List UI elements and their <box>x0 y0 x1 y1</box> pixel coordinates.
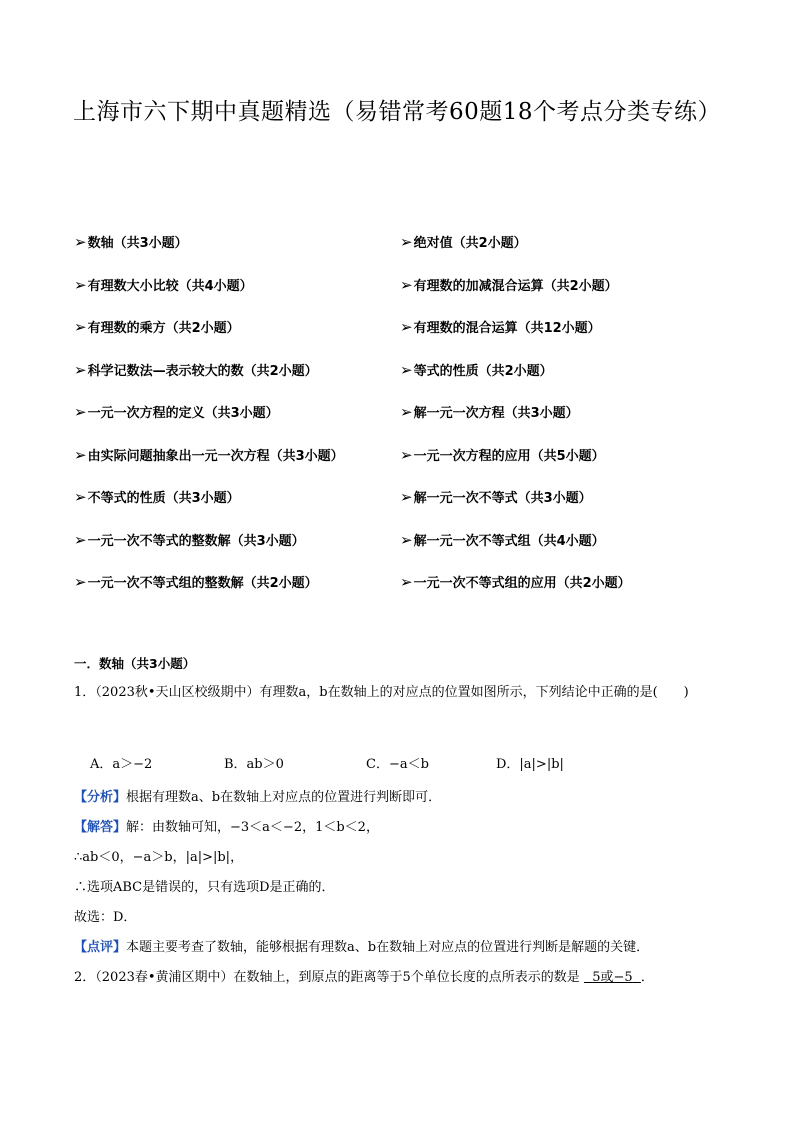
arrow-bullet-icon: ➢ <box>74 445 87 464</box>
toc-item <box>400 232 527 251</box>
arrow-bullet-icon: ➢ <box>74 360 87 379</box>
option-c: C．−a＜b <box>366 757 429 772</box>
toc-row <box>74 530 734 573</box>
solution-line: ∴选项ABC是错误的，只有选项D是正确的． <box>74 880 335 895</box>
toc-item <box>400 360 553 379</box>
toc-row <box>74 445 734 488</box>
toc-label: 数轴（共3小题） <box>87 236 188 251</box>
solution-line: 解：由数轴可知，−3＜a＜−2，1＜b＜2， <box>126 820 379 835</box>
option-b: B．ab＞0 <box>224 757 284 772</box>
question-1-options <box>74 755 724 783</box>
arrow-bullet-icon: ➢ <box>400 233 413 251</box>
toc-item <box>74 530 305 549</box>
toc-label: 绝对值（共2小题） <box>413 236 527 251</box>
toc-item <box>74 445 344 464</box>
toc-label: 由实际问题抽象出一元一次方程（共3小题） <box>87 448 344 464</box>
analysis-text: 根据有理数a、b在数轴上对应点的位置进行判断即可． <box>126 790 442 805</box>
arrow-bullet-icon: ➢ <box>400 445 413 464</box>
toc-item <box>74 572 318 591</box>
arrow-bullet-icon: ➢ <box>400 403 413 421</box>
toc-item <box>400 275 618 294</box>
solution-line: ∴ab＜0，−a＞b，|a|>|b|， <box>74 850 244 865</box>
section-content <box>74 654 724 993</box>
toc-item <box>74 402 279 421</box>
toc-label: 一元一次不等式组的应用（共2小题） <box>413 576 631 591</box>
toc-label: 科学记数法—表示较大的数（共2小题） <box>87 363 318 379</box>
toc-row <box>74 360 734 403</box>
toc-label: 有理数大小比较（共4小题） <box>87 278 253 294</box>
toc-label: 解一元一次方程（共3小题） <box>413 406 579 421</box>
topic-index <box>74 232 734 615</box>
toc-label: 有理数的乘方（共2小题） <box>87 321 240 336</box>
option-d: D．|a|>|b| <box>496 757 564 772</box>
arrow-bullet-icon: ➢ <box>400 530 413 549</box>
toc-label: 一元一次方程的定义（共3小题） <box>87 406 279 421</box>
toc-row <box>74 317 734 360</box>
arrow-bullet-icon: ➢ <box>400 573 413 591</box>
toc-row <box>74 402 734 445</box>
toc-label: 不等式的性质（共3小题） <box>87 491 240 506</box>
toc-item <box>400 487 592 506</box>
solution-line: 故选：D． <box>74 910 137 925</box>
analysis-tag: 【分析】 <box>74 790 127 805</box>
toc-item <box>400 572 631 591</box>
toc-label: 解一元一次不等式组（共4小题） <box>413 533 605 549</box>
arrow-bullet-icon: ➢ <box>74 530 87 549</box>
solution-tag: 【解答】 <box>74 820 127 835</box>
question-1-stem: 1．（2023秋•天山区校级期中）有理数a，b在数轴上的对应点的位置如图所示，下列结论中正确的是( ) <box>74 685 689 700</box>
question-2-stem: 2．（2023春•黄浦区期中）在数轴上，到原点的距离等于5个单位长度的点所表示的数是 <box>74 970 580 985</box>
toc-label: 一元一次方程的应用（共5小题） <box>413 448 605 464</box>
answer-text: 5或−5 <box>592 970 633 985</box>
arrow-bullet-icon: ➢ <box>74 488 87 506</box>
toc-row <box>74 275 734 318</box>
toc-item <box>74 487 240 506</box>
toc-item <box>74 317 240 336</box>
arrow-bullet-icon: ➢ <box>74 233 87 251</box>
toc-item <box>400 317 601 336</box>
toc-item <box>400 402 579 421</box>
toc-label: 解一元一次不等式（共3小题） <box>413 491 592 506</box>
toc-row <box>74 487 734 530</box>
question-2-end: ． <box>640 970 654 985</box>
toc-label: 有理数的混合运算（共12小题） <box>413 321 601 336</box>
toc-item <box>74 275 253 294</box>
toc-item <box>74 360 318 379</box>
comment-paragraph <box>74 933 724 963</box>
arrow-bullet-icon: ➢ <box>74 318 87 336</box>
option-a: A．a＞−2 <box>90 757 153 772</box>
arrow-bullet-icon: ➢ <box>400 488 413 506</box>
toc-item <box>74 232 188 251</box>
analysis-paragraph <box>74 783 724 813</box>
toc-label: 一元一次不等式组的整数解（共2小题） <box>87 576 318 591</box>
section-heading: 一．数轴（共3小题） <box>74 656 196 671</box>
toc-label: 等式的性质（共2小题） <box>413 363 553 379</box>
toc-item <box>400 445 605 464</box>
toc-label: 一元一次不等式的整数解（共3小题） <box>87 533 305 549</box>
toc-label: 有理数的加减混合运算（共2小题） <box>413 278 618 294</box>
toc-row <box>74 572 734 615</box>
solution-paragraph <box>74 813 724 843</box>
arrow-bullet-icon: ➢ <box>400 275 413 294</box>
question-2 <box>74 963 724 993</box>
arrow-bullet-icon: ➢ <box>400 318 413 336</box>
question-2-answer <box>584 970 641 985</box>
arrow-bullet-icon: ➢ <box>74 573 87 591</box>
arrow-bullet-icon: ➢ <box>400 360 413 379</box>
toc-row <box>74 232 734 275</box>
toc-item <box>400 530 605 549</box>
arrow-bullet-icon: ➢ <box>74 403 87 421</box>
page-title: 上海市六下期中真题精选（易错常考60题18个考点分类专练） <box>72 99 722 125</box>
comment-text: 本题主要考查了数轴，能够根据有理数a、b在数轴上对应点的位置进行判断是解题的关键． <box>126 940 650 955</box>
arrow-bullet-icon: ➢ <box>74 275 87 294</box>
comment-tag: 【点评】 <box>74 940 127 955</box>
